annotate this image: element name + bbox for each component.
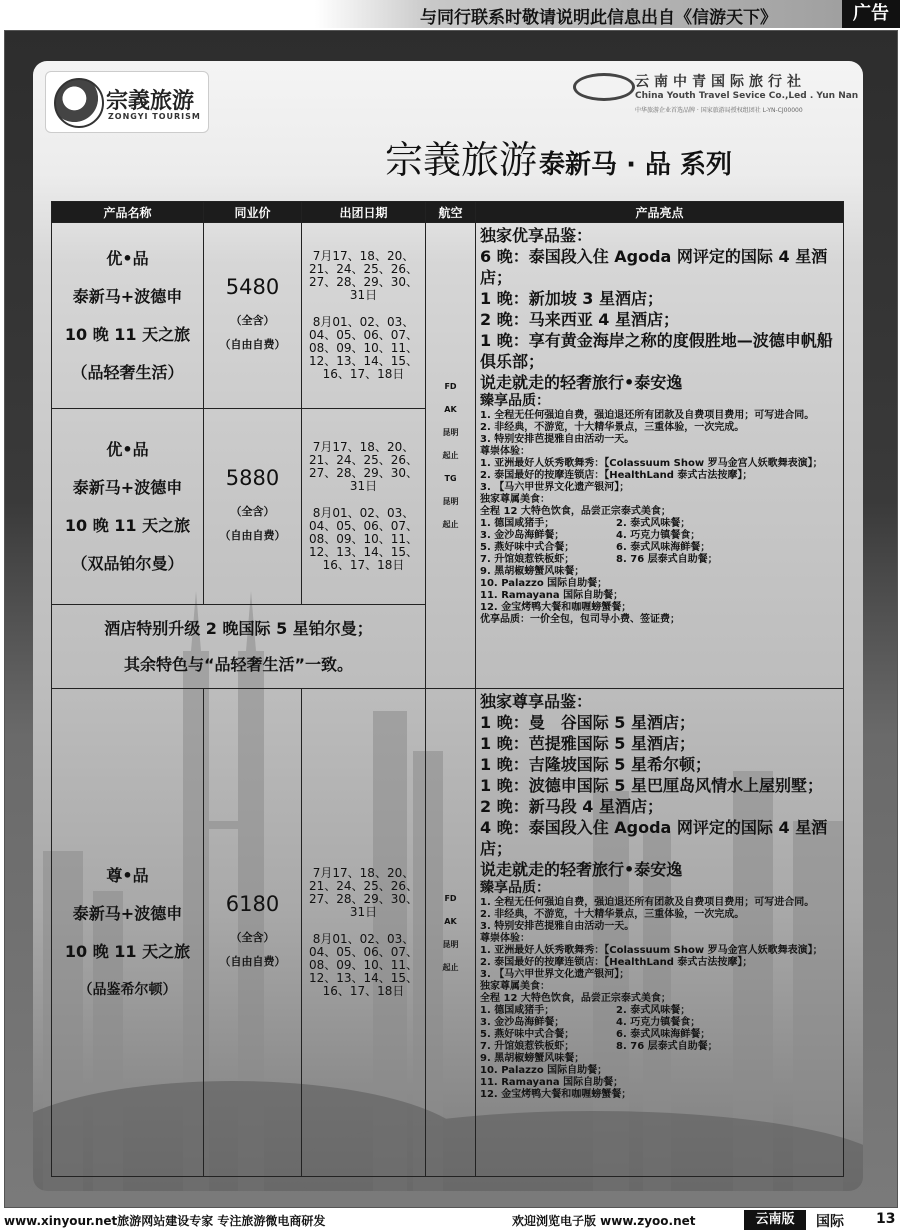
meal-item: 8. 76 层泰式自助餐； bbox=[616, 1041, 718, 1052]
product-table bbox=[51, 201, 844, 1177]
product-theme: （品鉴希尔顿） bbox=[78, 981, 177, 998]
col-header-highlights: 产品亮点 bbox=[476, 202, 844, 223]
product-tier: 尊•品 bbox=[106, 865, 149, 885]
price-note: （全含） bbox=[230, 504, 275, 518]
col-header-name: 产品名称 bbox=[52, 202, 204, 223]
highlight-detail: 优享品质：一价全包，包司导小费、签证费； bbox=[480, 614, 680, 625]
product-tier: 优•品 bbox=[106, 439, 149, 459]
airline-note: 起止 bbox=[442, 520, 459, 529]
product-name bbox=[52, 689, 204, 1177]
price-note: （自由自费） bbox=[219, 337, 286, 351]
highlight-line: 1 晚：芭提雅国际 5 星酒店； bbox=[480, 734, 695, 753]
meal-item: 7. 升馆娘惹铁板虾； bbox=[480, 554, 575, 565]
page-number: 13 bbox=[876, 1211, 896, 1227]
highlight-detail: 3. 特别安排芭提雅自由活动一天。 bbox=[480, 434, 635, 445]
date-line: 8月01、02、03、 bbox=[312, 315, 415, 329]
highlight-detail: 1. 亚洲最好人妖秀歌舞秀：【Colassuum Show 罗马金宫人妖歌舞表演】； bbox=[480, 945, 823, 956]
title-brand: 宗義旅游 bbox=[385, 138, 538, 182]
edition-tag: 云南版 bbox=[744, 1210, 806, 1230]
price-note: （自由自费） bbox=[219, 954, 286, 968]
date-line: 16、17、18日 bbox=[322, 558, 405, 572]
highlight-line: 1 晚：曼 谷国际 5 星酒店； bbox=[480, 713, 695, 732]
ad-tag: 广告 bbox=[842, 0, 900, 28]
departure-dates bbox=[302, 689, 426, 1177]
product-tier: 优•品 bbox=[106, 248, 149, 268]
product-duration: 10 晚 11 天之旅 bbox=[64, 941, 191, 961]
product-price bbox=[204, 223, 302, 409]
price-note: （全含） bbox=[230, 313, 275, 327]
highlight-subtitle: 臻享品质： bbox=[480, 880, 550, 896]
price-note: （自由自费） bbox=[219, 528, 286, 542]
price-value: 5880 bbox=[225, 465, 280, 490]
date-line: 04、05、06、07、 bbox=[308, 945, 419, 959]
meal-item: 6. 泰式风味海鲜餐； bbox=[616, 542, 711, 553]
airline-note: 起止 bbox=[442, 962, 459, 972]
product-route: 泰新马+波德申 bbox=[72, 286, 183, 306]
highlight-line: 2 晚：新马段 4 星酒店； bbox=[480, 797, 663, 816]
highlight-slogan: 说走就走的轻奢旅行•泰安逸 bbox=[480, 860, 683, 879]
date-line: 08、09、10、11、 bbox=[308, 532, 419, 546]
brand-logo bbox=[45, 71, 209, 133]
airline-info bbox=[426, 223, 476, 689]
date-line: 08、09、10、11、 bbox=[308, 958, 419, 972]
top-bar bbox=[0, 0, 900, 28]
highlight-detail: 独家尊属美食： bbox=[480, 494, 550, 505]
source-notice: 与同行联系时敬请说明此信息出自《信游天下》 bbox=[420, 8, 777, 28]
meal-item: 9. 黑胡椒螃蟹风味餐； bbox=[480, 566, 585, 577]
highlight-detail: 全程 12 大特色饮食，品尝正宗泰式美食； bbox=[480, 506, 671, 517]
meal-item: 2. 泰式风味餐； bbox=[616, 1005, 691, 1016]
product-theme: （双品铂尔曼） bbox=[71, 553, 184, 573]
date-line: 8月01、02、03、 bbox=[312, 932, 415, 946]
col-header-price: 同业价 bbox=[204, 202, 302, 223]
brand-logo-en: ZONGYI TOURISM bbox=[108, 112, 201, 121]
meal-item: 1. 德国咸猪手； bbox=[480, 518, 555, 529]
highlight-detail: 1. 亚洲最好人妖秀歌舞秀：【Colassuum Show 罗马金宫人妖歌舞表演】； bbox=[480, 458, 823, 469]
meal-item: 12. 金宝烤鸭大餐和咖喱螃蟹餐； bbox=[480, 602, 632, 613]
upgrade-note bbox=[52, 605, 426, 689]
date-line: 27、28、29、30、 bbox=[308, 275, 419, 289]
airline-info bbox=[426, 689, 476, 1177]
meal-item: 5. 燕好味中式合餐； bbox=[480, 1029, 575, 1040]
highlights-cell bbox=[476, 689, 844, 1177]
highlight-detail: 2. 非经典，不游览，十大精华景点，三重体验，一次完成。 bbox=[480, 422, 745, 433]
meal-item: 6. 泰式风味海鲜餐； bbox=[616, 1029, 711, 1040]
departure-dates bbox=[302, 409, 426, 605]
product-duration: 10 晚 11 天之旅 bbox=[64, 515, 191, 535]
price-note: （全含） bbox=[230, 930, 275, 944]
meal-item: 5. 燕好味中式合餐； bbox=[480, 542, 575, 553]
ad-panel bbox=[33, 61, 863, 1191]
highlight-subtitle: 臻享品质： bbox=[480, 393, 550, 409]
meal-item: 7. 升馆娘惹铁板虾； bbox=[480, 1041, 575, 1052]
product-name bbox=[52, 409, 204, 605]
product-theme: （品轻奢生活） bbox=[71, 362, 184, 382]
meal-item: 11. Ramayana 国际自助餐； bbox=[480, 590, 624, 601]
upgrade-line: 酒店特别升级 2 晚国际 5 星铂尔曼； bbox=[104, 618, 373, 638]
meal-item: 12. 金宝烤鸭大餐和咖喱螃蟹餐； bbox=[480, 1089, 632, 1100]
airline-code: FD bbox=[444, 893, 457, 903]
agency-name-cn: 云南中青国际旅行社 bbox=[635, 74, 806, 90]
section-label: 国际 bbox=[816, 1214, 844, 1230]
date-line: 8月01、02、03、 bbox=[312, 506, 415, 520]
airline-city: 昆明 bbox=[442, 939, 459, 949]
date-line: 7月17、18、20、 bbox=[312, 440, 415, 454]
highlight-line: 1 晚：波德申国际 5 星巴厘岛风情水上屋别墅； bbox=[480, 776, 823, 795]
product-route: 泰新马+波德申 bbox=[72, 903, 183, 923]
footer-ebook-link[interactable]: 欢迎浏览电子版 www.zyoo.net bbox=[512, 1214, 696, 1228]
brand-logo-cn: 宗義旅游 bbox=[106, 89, 195, 114]
upgrade-line: 其余特色与“品轻奢生活”一致。 bbox=[123, 654, 354, 674]
date-line: 27、28、29、30、 bbox=[308, 466, 419, 480]
meal-item: 3. 金沙岛海鲜餐； bbox=[480, 1017, 565, 1028]
product-price bbox=[204, 409, 302, 605]
product-name bbox=[52, 223, 204, 409]
highlight-detail: 尊崇体验： bbox=[480, 446, 530, 457]
meal-item: 10. Palazzo 国际自助餐； bbox=[480, 578, 608, 589]
meal-item: 1. 德国咸猪手； bbox=[480, 1005, 555, 1016]
date-line: 31日 bbox=[349, 479, 378, 493]
highlight-line: 4 晚：泰国段入住 Agoda 网评定的国际 4 星酒店； bbox=[480, 818, 828, 858]
page-footer bbox=[0, 1210, 900, 1230]
date-line: 21、24、25、26、 bbox=[308, 453, 419, 467]
meal-item: 2. 泰式风味餐； bbox=[616, 518, 691, 529]
product-duration: 10 晚 11 天之旅 bbox=[64, 324, 191, 344]
meal-item: 10. Palazzo 国际自助餐； bbox=[480, 1065, 608, 1076]
highlight-detail: 2. 泰国最好的按摩连锁店：【HealthLand 泰式古法按摩】； bbox=[480, 470, 753, 481]
col-header-dates: 出团日期 bbox=[302, 202, 426, 223]
highlight-detail: 独家尊属美食： bbox=[480, 981, 550, 992]
product-price bbox=[204, 689, 302, 1177]
table-row bbox=[52, 223, 844, 409]
date-line: 16、17、18日 bbox=[322, 984, 405, 998]
airline-code: AK bbox=[444, 916, 457, 926]
meal-item: 4. 巧克力镇餐食； bbox=[616, 530, 701, 541]
highlight-detail: 2. 泰国最好的按摩连锁店：【HealthLand 泰式古法按摩】； bbox=[480, 957, 753, 968]
ad-frame bbox=[4, 30, 898, 1208]
highlight-detail: 1. 全程无任何强迫自费，强迫退还所有团款及自费项目费用；可写进合同。 bbox=[480, 410, 815, 421]
highlight-line: 6 晚：泰国段入住 Agoda 网评定的国际 4 星酒店； bbox=[480, 247, 828, 287]
highlight-detail: 2. 非经典，不游览，十大精华景点，三重体验，一次完成。 bbox=[480, 909, 745, 920]
highlight-detail: 1. 全程无任何强迫自费，强迫退还所有团款及自费项目费用；可写进合同。 bbox=[480, 897, 815, 908]
highlight-title: 独家优享品鉴： bbox=[480, 226, 593, 245]
departure-dates bbox=[302, 223, 426, 409]
airline-code: FD bbox=[444, 382, 457, 391]
page-title bbox=[385, 129, 732, 184]
date-line: 04、05、06、07、 bbox=[308, 328, 419, 342]
date-line: 31日 bbox=[349, 288, 378, 302]
highlight-detail: 3. 特别安排芭提雅自由活动一天。 bbox=[480, 921, 635, 932]
date-line: 04、05、06、07、 bbox=[308, 519, 419, 533]
highlight-detail: 3. 【马六甲世界文化遗产银河】； bbox=[480, 482, 630, 493]
highlight-title: 独家尊享品鉴： bbox=[480, 692, 593, 711]
date-line: 12、13、14、15、 bbox=[308, 545, 419, 559]
date-line: 7月17、18、20、 bbox=[312, 866, 415, 880]
airline-note: 起止 bbox=[442, 451, 459, 460]
meal-item: 9. 黑胡椒螃蟹风味餐； bbox=[480, 1053, 585, 1064]
airline-city: 昆明 bbox=[442, 497, 459, 506]
date-line: 12、13、14、15、 bbox=[308, 971, 419, 985]
highlight-line: 2 晚：马来西亚 4 星酒店； bbox=[480, 310, 679, 329]
meal-item: 8. 76 层泰式自助餐； bbox=[616, 554, 718, 565]
highlight-slogan: 说走就走的轻奢旅行•泰安逸 bbox=[480, 373, 683, 392]
highlight-detail: 尊崇体验： bbox=[480, 933, 530, 944]
date-line: 27、28、29、30、 bbox=[308, 892, 419, 906]
meal-item: 4. 巧克力镇餐食； bbox=[616, 1017, 701, 1028]
date-line: 08、09、10、11、 bbox=[308, 341, 419, 355]
footer-website-promo[interactable]: www.xinyour.net旅游网站建设专家 专注旅游微电商研发 bbox=[4, 1214, 326, 1228]
date-line: 7月17、18、20、 bbox=[312, 249, 415, 263]
col-header-airline: 航空 bbox=[426, 202, 476, 223]
highlight-line: 1 晚：吉隆坡国际 5 星希尔顿； bbox=[480, 755, 711, 774]
price-value: 6180 bbox=[225, 891, 280, 916]
highlight-detail: 3. 【马六甲世界文化遗产银河】； bbox=[480, 969, 630, 980]
table-header-row bbox=[52, 202, 844, 223]
airline-code: TG bbox=[444, 474, 457, 483]
date-line: 12、13、14、15、 bbox=[308, 354, 419, 368]
product-route: 泰新马+波德申 bbox=[72, 477, 183, 497]
meal-item: 3. 金沙岛海鲜餐； bbox=[480, 530, 565, 541]
agency-logo-icon bbox=[573, 73, 635, 101]
brand-logo-icon bbox=[54, 78, 104, 128]
date-line: 21、24、25、26、 bbox=[308, 879, 419, 893]
meal-item: 11. Ramayana 国际自助餐； bbox=[480, 1077, 624, 1088]
highlight-line: 1 晚：享有黄金海岸之称的度假胜地—波德申帆船俱乐部； bbox=[480, 331, 833, 371]
date-line: 31日 bbox=[349, 905, 378, 919]
table-row bbox=[52, 689, 844, 1177]
airline-city: 昆明 bbox=[442, 428, 459, 437]
agency-name-en: China Youth Travel Sevice Co.,Led . Yun Nan bbox=[635, 91, 859, 101]
price-value: 5480 bbox=[225, 274, 280, 299]
title-series: 泰新马 · 品 系列 bbox=[539, 150, 733, 180]
agency-license: 中华旅游企业首选品牌 · 国家旅游局授权组团社 L-YN-CJ00000 bbox=[635, 107, 803, 114]
date-line: 16、17、18日 bbox=[322, 367, 405, 381]
highlight-line: 1 晚：新加坡 3 星酒店； bbox=[480, 289, 663, 308]
highlights-cell bbox=[476, 223, 844, 689]
airline-code: AK bbox=[444, 405, 457, 414]
date-line: 21、24、25、26、 bbox=[308, 262, 419, 276]
highlight-detail: 全程 12 大特色饮食，品尝正宗泰式美食； bbox=[480, 993, 671, 1004]
